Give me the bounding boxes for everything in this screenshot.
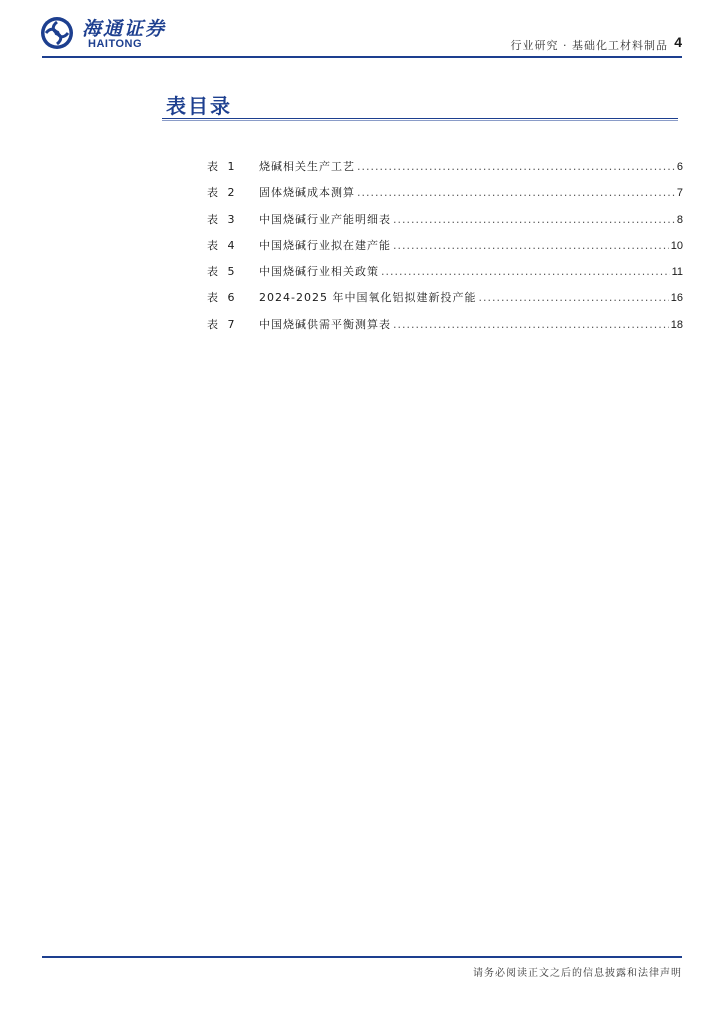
logo-chinese-name: 海通证券 — [82, 18, 167, 40]
toc-entry-label: 表 7 — [207, 317, 238, 331]
title-divider — [162, 118, 678, 119]
toc-entry-page: 16 — [670, 292, 683, 305]
toc-entry[interactable] — [207, 158, 683, 184]
toc-entry-title: 烧碱相关生产工艺 — [259, 160, 355, 173]
toc-leader-dots — [478, 291, 668, 304]
footer-disclaimer: 请务必阅读正文之后的信息披露和法律声明 — [473, 968, 682, 979]
toc-entry-title: 中国烧碱行业相关政策 — [259, 265, 379, 279]
page-number: 4 — [674, 34, 682, 50]
toc-entry[interactable] — [207, 211, 683, 237]
toc-entry-title: 中国烧碱行业拟在建产能 — [259, 238, 391, 252]
toc-leader-dots — [393, 318, 669, 331]
toc-entry-label: 表 6 — [207, 291, 238, 305]
footer-divider — [42, 956, 682, 958]
report-section-label: 行业研究 · 基础化工材料制品 — [510, 39, 668, 52]
title-divider-secondary — [162, 120, 678, 121]
toc-entry-title: 中国烧碱行业产能明细表 — [259, 212, 391, 226]
toc-entry-label: 表 2 — [207, 186, 238, 200]
toc-entry[interactable] — [207, 263, 683, 289]
toc-entry-page: 6 — [676, 161, 683, 173]
toc-entry[interactable] — [207, 184, 683, 210]
toc-leader-dots — [357, 160, 675, 173]
toc-entry-page: 10 — [670, 239, 683, 252]
toc-entry[interactable] — [207, 237, 683, 263]
toc-entry-label: 表 1 — [207, 160, 238, 173]
toc-entry-page: 18 — [670, 318, 683, 331]
toc-entry-title: 中国烧碱供需平衡测算表 — [259, 317, 391, 331]
header-divider — [42, 56, 682, 58]
toc-entry-label: 表 5 — [207, 265, 238, 279]
toc-entry[interactable] — [207, 316, 683, 342]
toc-leader-dots — [393, 239, 669, 252]
haitong-logo-icon — [40, 16, 74, 50]
toc-entry-title: 固体烧碱成本测算 — [259, 186, 355, 200]
toc-leader-dots — [381, 265, 670, 278]
company-logo — [40, 14, 170, 54]
toc-entry-page: 11 — [671, 266, 683, 279]
toc-entry-page: 7 — [676, 187, 683, 200]
table-of-tables — [207, 158, 683, 342]
toc-leader-dots — [357, 186, 675, 199]
toc-leader-dots — [393, 213, 675, 226]
toc-entry-label: 表 3 — [207, 212, 238, 226]
toc-entry-title: 2024-2025 年中国氧化铝拟建新投产能 — [259, 291, 477, 305]
toc-entry-label: 表 4 — [207, 238, 238, 252]
toc-title: 表目录 — [166, 94, 232, 118]
logo-english-name: HAITONG — [88, 38, 143, 50]
toc-entry-page: 8 — [676, 213, 683, 226]
toc-entry[interactable] — [207, 289, 683, 315]
